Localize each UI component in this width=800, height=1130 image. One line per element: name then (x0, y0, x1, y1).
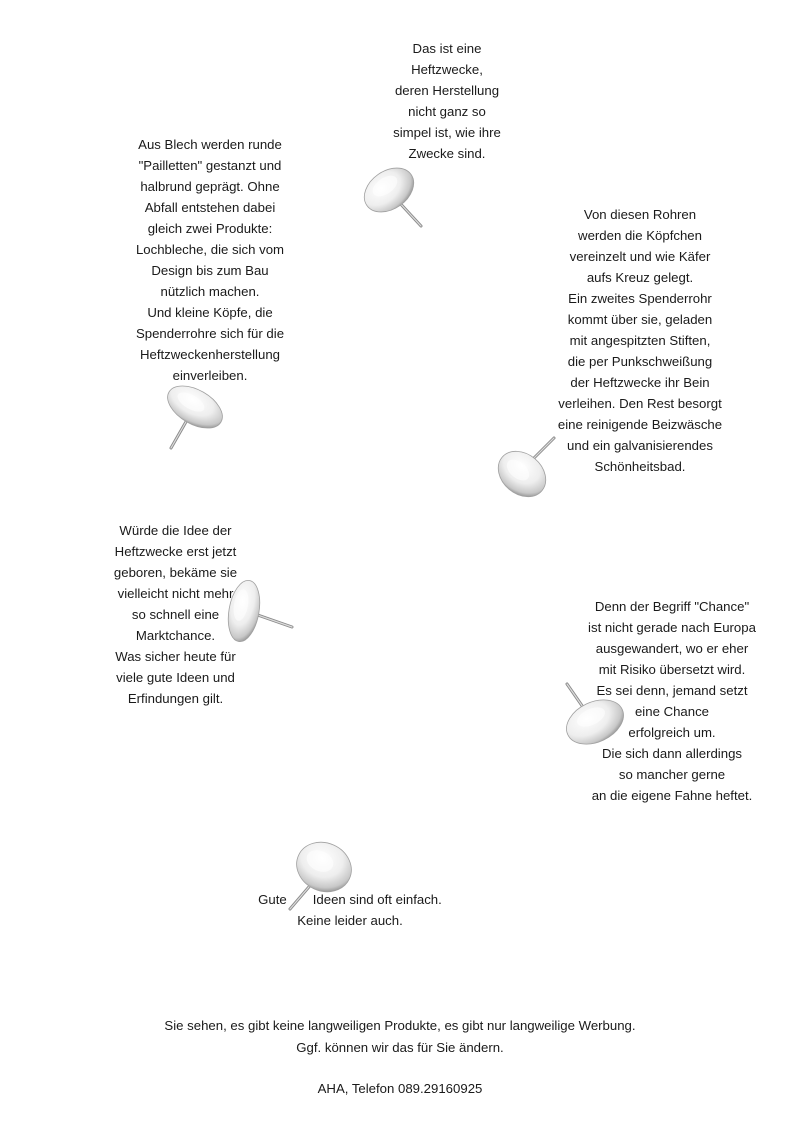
text-line: Erfindungen gilt. (127, 691, 224, 706)
thumbtack-icon (488, 430, 568, 505)
text-line: einverleiben. (172, 368, 248, 383)
text-line: simpel ist, wie ihre (393, 125, 501, 140)
text-line: ist nicht gerade nach Europa (588, 620, 756, 635)
text-line: Aus Blech werden runde (138, 137, 282, 152)
text-line: nicht ganz so (408, 104, 486, 119)
text-line: "Pailletten" gestanzt und (138, 158, 282, 173)
text-line: vielleicht nicht mehr (117, 586, 234, 601)
text-line: Würde die Idee der (119, 523, 232, 538)
text-line: geboren, bekäme sie (113, 565, 238, 580)
text-line: so schnell eine (131, 607, 220, 622)
thumbtack-icon (555, 680, 635, 750)
text-line: eine reinigende Beizwäsche (557, 417, 723, 432)
contact-line: AHA, Telefon 089.29160925 (317, 1081, 483, 1096)
text-line: Design bis zum Bau (151, 263, 269, 278)
text-line: Heftzweckenherstellung (139, 347, 280, 362)
text-line: gleich zwei Produkte: (147, 221, 273, 236)
thumbtack-icon (355, 160, 435, 235)
text-line (240, 889, 460, 910)
text-block-left (110, 134, 310, 386)
text-line: Die sich dann allerdings (601, 746, 742, 761)
text-line: viele gute Ideen und (116, 670, 235, 685)
text-line: und ein galvanisierendes (567, 438, 713, 453)
text-line: vereinzelt und wie Käfer (569, 249, 711, 264)
text-line: halbrund geprägt. Ohne (140, 179, 280, 194)
text-line: Und kleine Köpfe, die (147, 305, 273, 320)
text-line: Lochbleche, die sich vom (135, 242, 285, 257)
text-line: verleihen. Den Rest besorgt (558, 396, 722, 411)
text-line: deren Herstellung (394, 83, 500, 98)
text-block-top (374, 38, 520, 164)
text-block-bottom (240, 889, 460, 931)
text-line: Heftzwecke, (411, 62, 483, 77)
text-line: Was sicher heute für (115, 649, 236, 664)
text-line: Zwecke sind. (408, 146, 486, 161)
text-gute: Gute (258, 892, 287, 907)
text-line: kommt über sie, geladen (567, 312, 713, 327)
text-line: aufs Kreuz gelegt. (586, 270, 694, 285)
text-line: an die eigene Fahne heftet. (591, 788, 753, 803)
text-block-right (540, 204, 740, 477)
text-line: Denn der Begriff "Chance" (594, 599, 750, 614)
text-line: Es sei denn, jemand setzt (596, 683, 748, 698)
text-line: Spenderrohre sich für die (135, 326, 285, 341)
text-line: Schönheitsbad. (594, 459, 686, 474)
footer-line: Sie sehen, es gibt keine langweiligen Produkte, es gibt nur langweilige Werbung. (164, 1018, 636, 1033)
footer-contact (0, 1078, 800, 1100)
footer-line: Ggf. können wir das für Sie ändern. (296, 1040, 504, 1055)
text-line: Das ist eine (412, 41, 482, 56)
text-line: mit Risiko übersetzt wird. (598, 662, 746, 677)
thumbtack-icon (155, 380, 240, 455)
text-ideen: Ideen sind oft einfach. (312, 892, 442, 907)
text-line: Heftzwecke erst jetzt (114, 544, 237, 559)
text-line: ausgewandert, wo er eher (595, 641, 749, 656)
text-line: so mancher gerne (618, 767, 726, 782)
footer-slogan (0, 1015, 800, 1059)
text-line: mit angespitzten Stiften, (569, 333, 711, 348)
text-line: nützlich machen. (160, 284, 260, 299)
text-line: die per Punkschweißung (567, 354, 713, 369)
text-line: eine Chance (634, 704, 710, 719)
text-line: Marktchance. (135, 628, 216, 643)
text-line: Abfall entstehen dabei (144, 200, 276, 215)
thumbtack-icon (222, 575, 297, 650)
text-line: erfolgreich um. (628, 725, 716, 740)
text-line: Ein zweites Spenderrohr (568, 291, 712, 306)
text-line: Keine leider auch. (297, 913, 403, 928)
text-line: der Heftzwecke ihr Bein (570, 375, 710, 390)
text-line: werden die Köpfchen (578, 228, 702, 243)
text-line: Von diesen Rohren (583, 207, 697, 222)
